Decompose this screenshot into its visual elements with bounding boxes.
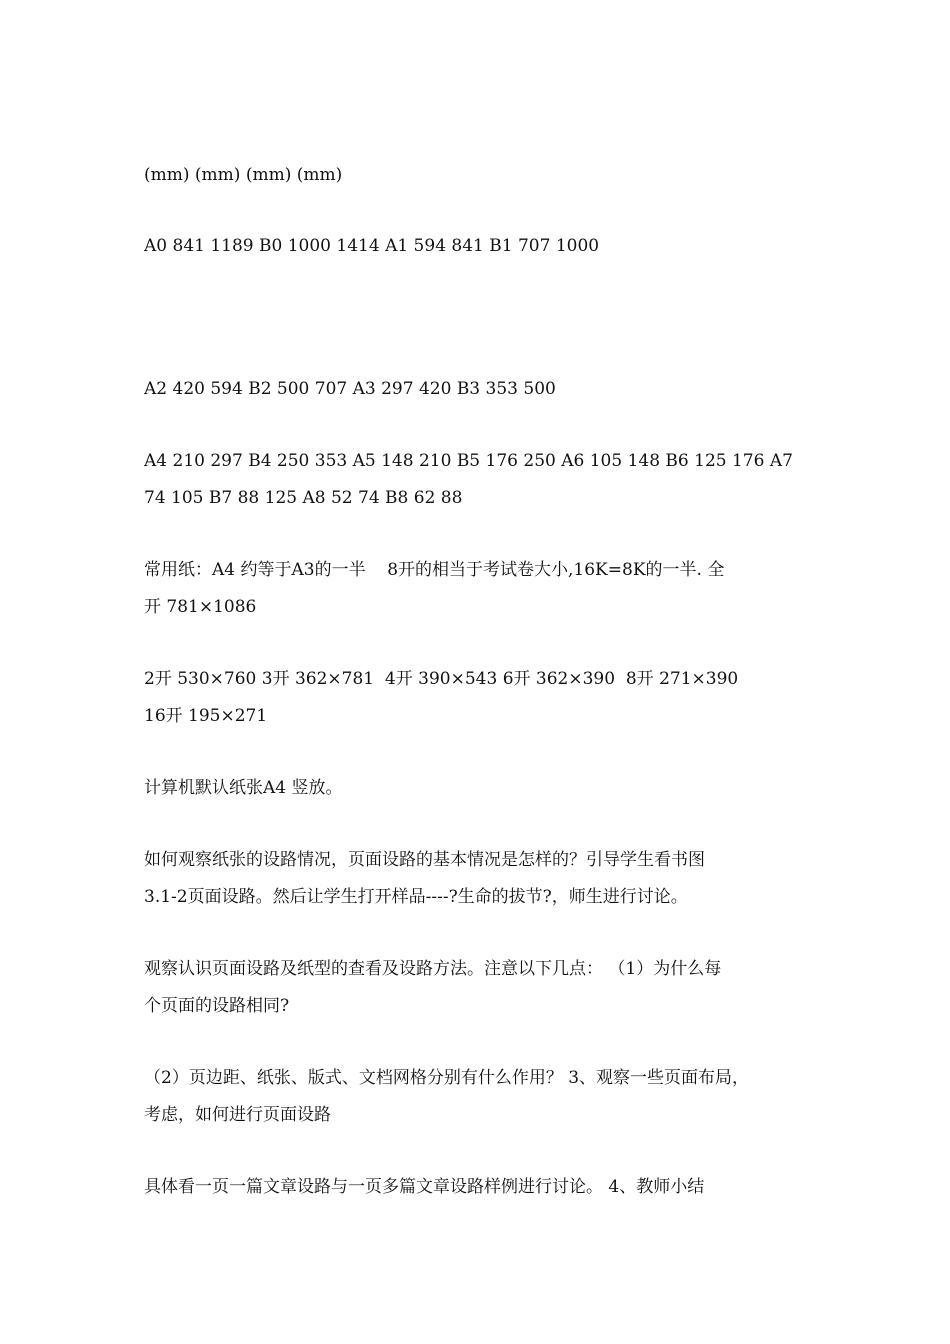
text-line-16kai: 16开 195×271 [144, 706, 268, 726]
text-line-units: (mm) (mm) (mm) (mm) [144, 165, 343, 185]
text-line-notes-cont: 个页面的设路相同? [144, 996, 290, 1016]
text-line-full-sheet: 开 781×1086 [144, 597, 257, 617]
text-line-observe-question-cont: 3.1-2页面设路。然后让学生打开样品----?生命的拔节?，师生进行讨论。 [144, 887, 688, 907]
text-line-point-2: （2）页边距、纸张、版式、文档网格分别有什么作用？ 3、观察一些页面布局， [144, 1068, 750, 1088]
text-line-a2-b3-sizes: A2 420 594 B2 500 707 A3 297 420 B3 353 500 [144, 379, 556, 399]
text-line-discussion: 具体看一页一篇文章设路与一页多篇文章设路样例进行讨论。 4、教师小结 [144, 1177, 705, 1197]
text-line-kai-sizes: 2开 530×760 3开 362×781 4开 390×543 6开 362×390 8开 271×390 [144, 669, 739, 689]
text-line-notes: 观察认识页面设路及纸型的查看及设路方法。注意以下几点： （1）为什么每 [144, 959, 722, 979]
text-line-a7-b8-sizes: 74 105 B7 88 125 A8 52 74 B8 62 88 [144, 488, 463, 508]
text-line-common-paper: 常用纸：A4 约等于A3的一半 8开的相当于考试卷大小,16K=8K的一半. 全 [144, 560, 725, 580]
text-line-a4-a7-sizes: A4 210 297 B4 250 353 A5 148 210 B5 176 250 A6 105 148 B6 125 176 A7 [144, 451, 793, 471]
text-line-observe-question: 如何观察纸张的设路情况，页面设路的基本情况是怎样的？引导学生看书图 [144, 850, 705, 870]
text-line-point-2-cont: 考虑，如何进行页面设路 [144, 1105, 331, 1125]
text-line-default-paper: 计算机默认纸张A4 竖放。 [144, 778, 343, 798]
text-line-a0-b1-sizes: A0 841 1189 B0 1000 1414 A1 594 841 B1 707 1000 [144, 236, 600, 256]
